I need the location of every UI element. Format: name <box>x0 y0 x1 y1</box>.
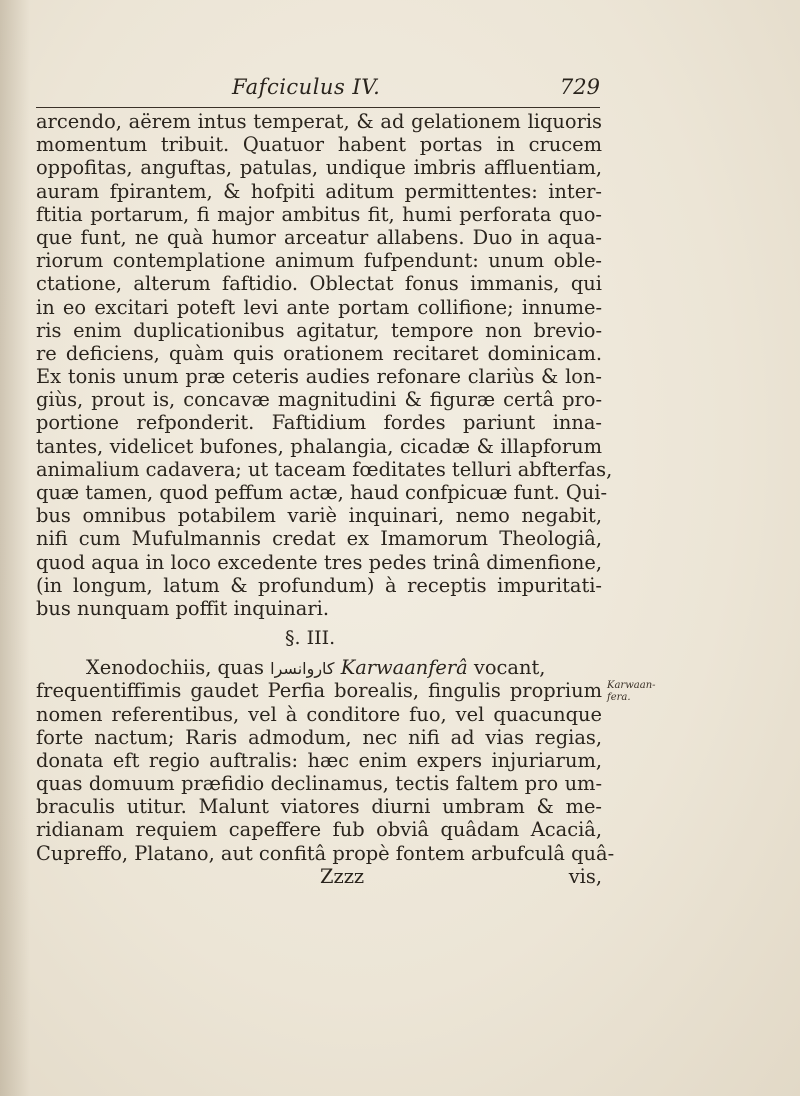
page-header <box>36 73 600 108</box>
gutter-shadow <box>0 0 30 1096</box>
text-segment: vocant, <box>473 656 546 680</box>
text-line: tantes, videlicet bufones, phalangia, cicadæ & illapforum <box>36 434 602 458</box>
text-line: nifi cum Mufulmannis credat ex Imamorum Theologiâ, <box>36 527 602 551</box>
catchword: vis, <box>568 864 602 888</box>
text-line: Cupreffo, Platano, aut confitâ propè fontem arbufculâ quâ- <box>36 841 615 865</box>
text-line: forte nactum; Raris admodum, nec nifi ad vias regias, <box>36 725 602 749</box>
text-line: animalium cadavera; ut taceam fœditates telluri abfterfas, <box>36 457 613 481</box>
text-line: que funt, ne quà humor arceatur allabens. Duo in aqua- <box>36 225 602 249</box>
section-heading: §. III. <box>285 627 336 650</box>
running-head: Fafciculus IV. <box>232 75 381 99</box>
text-line: ridianam requiem capeffere fub obviâ quâdam Acaciâ, <box>36 818 602 842</box>
text-line: braculis utitur. Malunt viatores diurni umbram & me- <box>36 795 602 819</box>
arabic-term: كاروانسرا <box>270 659 335 679</box>
text-line: portione refponderit. Faftidium fordes pariunt inna- <box>36 411 602 435</box>
body-text <box>36 110 615 888</box>
text-line: giùs, prout is, concavæ magnitudini & figuræ certâ pro- <box>36 388 602 412</box>
text-line: in eo excitari poteft levi ante portam collifione; innume- <box>36 295 602 319</box>
text-line: (in longum, latum & profundum) à receptis impuritati- <box>36 573 602 597</box>
text-line: Ex tonis unum præ ceteris audies refonare clariùs & lon- <box>36 365 602 389</box>
text-line: ris enim duplicationibus agitatur, tempore non brevio- <box>36 318 602 342</box>
transliterated-term: Karwaanferâ <box>340 656 468 680</box>
text-segment: Xenodochiis, quas <box>86 656 264 680</box>
text-line: bus omnibus potabilem variè inquinari, nemo negabit, <box>36 504 602 528</box>
text-line: momentum tribuit. Quatuor habent portas in crucem <box>36 133 602 157</box>
text-line: donata eft regio auftralis: hæc enim expers injuriarum, <box>36 748 602 772</box>
paragraph-first-line <box>36 656 602 679</box>
text-line: frequentiffimis gaudet Perfia borealis, fingulis proprium <box>36 679 602 703</box>
text-line: ftitia portarum, fi major ambitus fit, humi perforata quo- <box>36 202 602 226</box>
page-footer <box>36 865 602 888</box>
text-line: arcendo, aërem intus temperat, & ad gelationem liquoris <box>36 110 602 133</box>
text-line: ctatione, alterum faftidio. Oblectat fonus immanis, qui <box>36 272 602 296</box>
text-line: quas domuum præfidio declinamus, tectis faltem pro um- <box>36 772 602 796</box>
text-line: riorum contemplatione animum fufpendunt: unum oble- <box>36 249 602 273</box>
text-line: oppofitas, anguftas, patulas, undique imbris affluentiam, <box>36 156 602 180</box>
text-line: bus nunquam poffit inquinari. <box>36 596 329 620</box>
signature-mark: Zzzz <box>320 864 365 888</box>
text-line: quod aqua in loco excedente tres pedes trinâ dimenfione, <box>36 550 602 574</box>
text-line: auram fpirantem, & hofpiti aditum permittentes: inter- <box>36 179 602 203</box>
text-line: nomen referentibus, vel à conditore fuo, vel quacunque <box>36 702 602 726</box>
text-line: quæ tamen, quod peffum actæ, haud confpicuæ funt. Qui- <box>36 481 608 504</box>
text-line: re deficiens, quàm quis orationem recitaret dominicam. <box>36 341 602 365</box>
page-number: 729 <box>559 75 600 99</box>
margin-note: Karwaan-fera. <box>607 680 656 703</box>
